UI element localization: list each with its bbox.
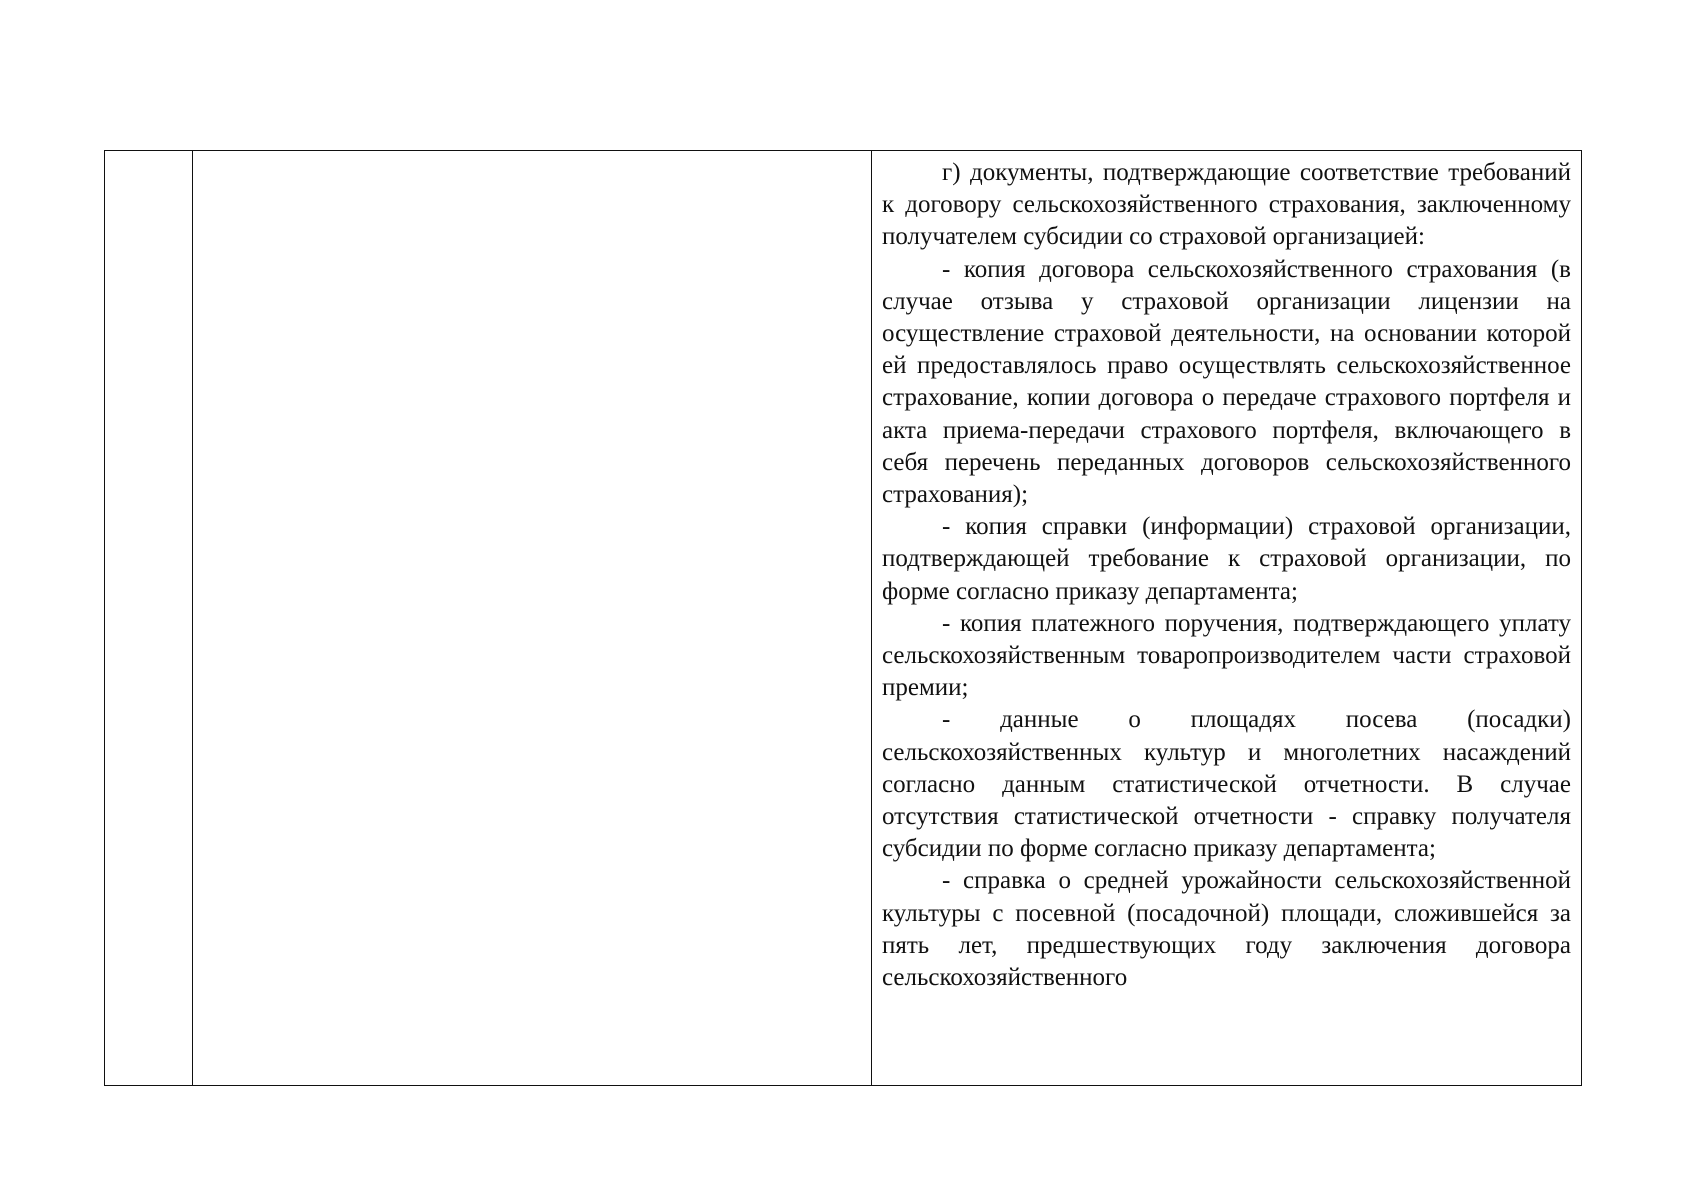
paragraph-insurer-certificate-copy: - копия справки (информации) страховой организации, подтверждающей требование к страховой организации, по форме согласно приказу департамента; <box>882 513 1571 605</box>
number-column-cell <box>105 151 193 1085</box>
paragraph-sowing-area-data: - данные о площадях посева (посадки) сельскохозяйственных культур и многолетних насаждений согласно данным статистической отчетности. В случае отсутствия статистической отчетности - справку получателя субсидии по форме согласно приказу департамента; <box>882 706 1571 863</box>
paragraph-average-yield-certificate: - справка о средней урожайности сельскохозяйственной культуры с посевной (посадочной) площади, сложившейся за пять лет, предшествующих году заключения договора сельскохозяйственного <box>882 867 1571 992</box>
paragraph-payment-order-copy: - копия платежного поручения, подтверждающего уплату сельскохозяйственным товаропроизводителем части страховой премии; <box>882 609 1571 702</box>
name-column-cell <box>193 151 872 1085</box>
paragraph-insurance-contract-copy: - копия договора сельскохозяйственного страхования (в случае отзыва у страховой организации лицензии на осуществление страховой деятельности, на основании которой ей предоставлялось право осуществлять сельскохозяйственное страхование, копии договора о передаче страхового портфеля и акта приема-передачи страхового портфеля, включающего в себя перечень переданных договоров сельскохозяйственного страхования); <box>882 255 1571 509</box>
document-table <box>104 150 1582 1086</box>
paragraph-documents-intro: г) документы, подтверждающие соответствие требований к договору сельскохозяйственного страхования, заключенному получателем субсидии со страховой организацией: <box>882 159 1571 251</box>
documents-column-cell <box>872 151 1581 1085</box>
